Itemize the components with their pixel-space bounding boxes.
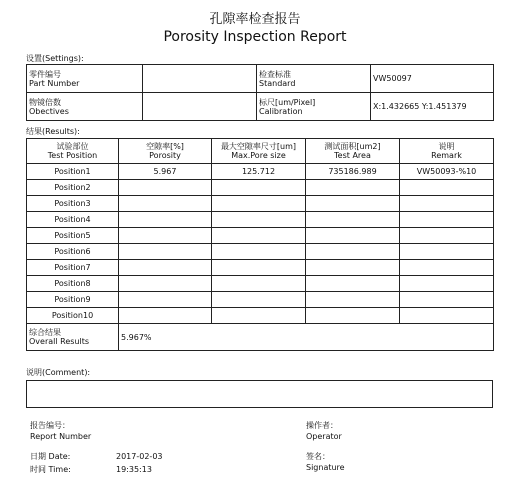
cell-test-area — [306, 244, 400, 260]
results-body — [27, 164, 494, 324]
cell-test-position: Position10 — [27, 308, 119, 324]
table-row — [27, 308, 494, 324]
cell-remark — [400, 228, 494, 244]
comment-section-label: 说明(Comment): — [26, 368, 91, 377]
operator-label-cn: 操作者： — [306, 421, 338, 430]
cell-porosity — [119, 260, 212, 276]
cell-porosity — [119, 228, 212, 244]
date-label: 日期 Date: — [30, 452, 71, 461]
overall-results-label: 综合结果 Overall Results — [27, 324, 119, 351]
table-row — [27, 228, 494, 244]
cell-porosity — [119, 292, 212, 308]
cell-porosity — [119, 180, 212, 196]
header-test-position: 试验部位 Test Position — [27, 139, 119, 164]
overall-results-row — [27, 324, 494, 351]
report-number-block — [30, 420, 91, 442]
table-row — [27, 164, 494, 180]
objectives-label: 物镜倍数 Obectives — [27, 93, 143, 121]
standard-value: VW50097 — [371, 65, 494, 93]
report-title-en: Porosity Inspection Report — [163, 29, 347, 45]
cell-test-area — [306, 292, 400, 308]
cell-test-position: Position8 — [27, 276, 119, 292]
objectives-value — [143, 93, 257, 121]
results-header-row — [27, 139, 494, 164]
standard-label: 检查标准 Standard — [257, 65, 371, 93]
results-table — [26, 138, 494, 351]
header-porosity: 空隙率[%] Porosity — [119, 139, 212, 164]
cell-porosity — [119, 276, 212, 292]
cell-max-pore-size — [212, 292, 306, 308]
table-row — [27, 180, 494, 196]
table-row — [27, 276, 494, 292]
cell-porosity — [119, 196, 212, 212]
header-test-area: 测试面积[um2] Test Area — [306, 139, 400, 164]
cell-test-position: Position6 — [27, 244, 119, 260]
cell-test-position: Position1 — [27, 164, 119, 180]
calibration-value: X:1.432665 Y:1.451379 — [371, 93, 494, 121]
header-remark: 说明 Remark — [400, 139, 494, 164]
comment-box — [26, 380, 493, 408]
signature-block — [306, 451, 345, 473]
cell-remark — [400, 196, 494, 212]
calibration-label: 标尺[um/Pixel] Calibration — [257, 93, 371, 121]
part-number-value — [143, 65, 257, 93]
results-section-label: 结果(Results): — [26, 127, 80, 136]
report-title-cn: 孔隙率检查报告 — [209, 12, 301, 27]
report-number-label-cn: 报告编号： — [30, 421, 70, 430]
cell-porosity — [119, 212, 212, 228]
cell-test-area — [306, 228, 400, 244]
time-label: 时间 Time: — [30, 465, 71, 474]
cell-test-area — [306, 260, 400, 276]
table-row — [27, 196, 494, 212]
operator-block — [306, 420, 342, 442]
cell-max-pore-size — [212, 260, 306, 276]
table-row — [27, 292, 494, 308]
cell-test-area: 735186.989 — [306, 164, 400, 180]
cell-test-position: Position9 — [27, 292, 119, 308]
cell-remark — [400, 308, 494, 324]
cell-max-pore-size — [212, 180, 306, 196]
cell-remark — [400, 260, 494, 276]
header-max-pore-size: 最大空隙率尺寸[um] Max.Pore size — [212, 139, 306, 164]
cell-test-area — [306, 196, 400, 212]
cell-remark: VW50093-%10 — [400, 164, 494, 180]
signature-label-en: Signature — [306, 463, 345, 472]
cell-test-position: Position7 — [27, 260, 119, 276]
date-value: 2017-02-03 — [116, 452, 163, 461]
cell-test-area — [306, 276, 400, 292]
table-row — [27, 244, 494, 260]
cell-test-area — [306, 212, 400, 228]
cell-test-position: Position2 — [27, 180, 119, 196]
table-row — [27, 212, 494, 228]
cell-remark — [400, 276, 494, 292]
time-value: 19:35:13 — [116, 465, 152, 474]
operator-label-en: Operator — [306, 432, 342, 441]
cell-remark — [400, 180, 494, 196]
cell-max-pore-size — [212, 196, 306, 212]
cell-remark — [400, 212, 494, 228]
signature-label-cn: 签名： — [306, 452, 330, 461]
cell-test-area — [306, 308, 400, 324]
cell-max-pore-size — [212, 276, 306, 292]
cell-max-pore-size — [212, 212, 306, 228]
cell-test-position: Position4 — [27, 212, 119, 228]
table-row — [27, 260, 494, 276]
settings-table — [26, 64, 494, 121]
cell-remark — [400, 244, 494, 260]
cell-remark — [400, 292, 494, 308]
report-number-label-en: Report Number — [30, 432, 92, 441]
cell-porosity — [119, 244, 212, 260]
cell-test-position: Position5 — [27, 228, 119, 244]
cell-test-position: Position3 — [27, 196, 119, 212]
cell-test-area — [306, 180, 400, 196]
cell-max-pore-size — [212, 228, 306, 244]
cell-porosity: 5.967 — [119, 164, 212, 180]
cell-porosity — [119, 308, 212, 324]
overall-results-value: 5.967% — [119, 324, 494, 351]
part-number-label: 零件编号 Part Number — [27, 65, 143, 93]
cell-max-pore-size — [212, 244, 306, 260]
cell-max-pore-size: 125.712 — [212, 164, 306, 180]
settings-section-label: 设置(Settings): — [26, 54, 84, 63]
cell-max-pore-size — [212, 308, 306, 324]
